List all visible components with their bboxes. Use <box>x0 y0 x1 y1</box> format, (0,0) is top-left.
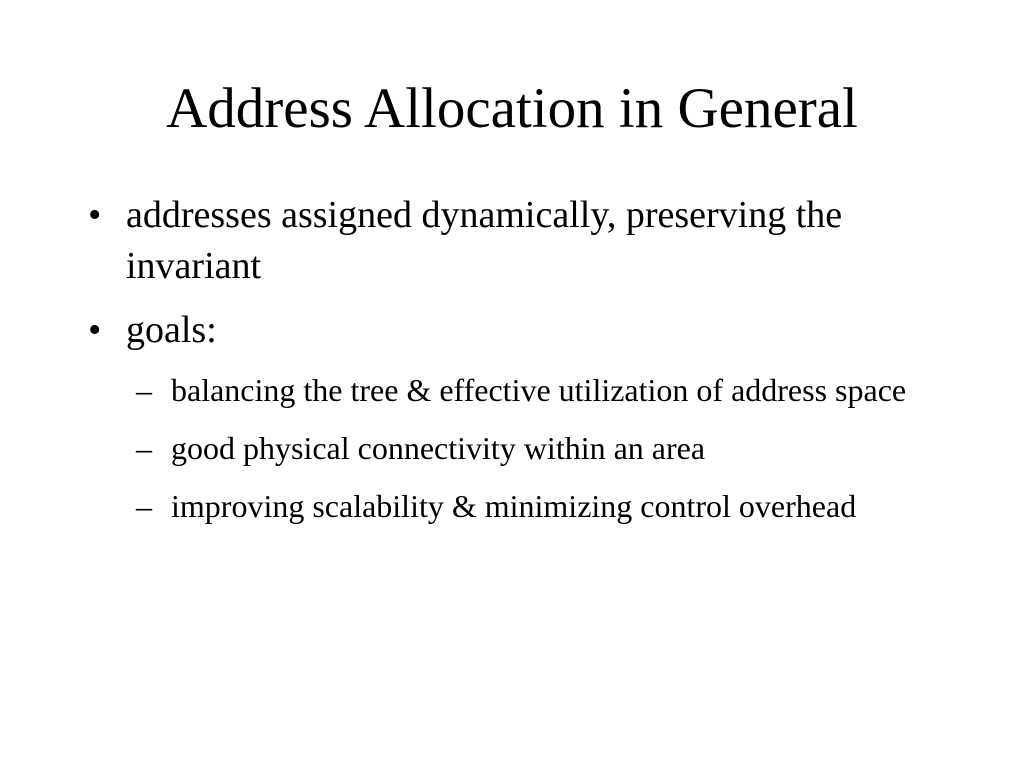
bullet-icon: • <box>88 309 102 351</box>
bullet-text: addresses assigned dynamically, preserving the invariant <box>126 194 843 287</box>
bullet-item <box>88 190 948 292</box>
sub-bullet-item <box>136 427 948 469</box>
bullet-item <box>88 305 948 356</box>
sub-bullet-item <box>136 485 948 527</box>
bullet-icon: • <box>88 194 102 236</box>
bullet-text: goals: <box>126 309 217 351</box>
sub-bullet-text: balancing the tree & effective utilization of address space <box>171 372 907 408</box>
slide-body <box>88 190 948 543</box>
sub-bullet-list <box>136 369 948 527</box>
sub-bullet-text: good physical connectivity within an area <box>171 430 706 466</box>
dash-icon: – <box>136 430 152 466</box>
sub-bullet-item <box>136 369 948 411</box>
dash-icon: – <box>136 372 152 408</box>
sub-bullet-text: improving scalability & minimizing control overhead <box>171 488 857 524</box>
slide-title: Address Allocation in General <box>166 77 858 140</box>
dash-icon: – <box>136 488 152 524</box>
